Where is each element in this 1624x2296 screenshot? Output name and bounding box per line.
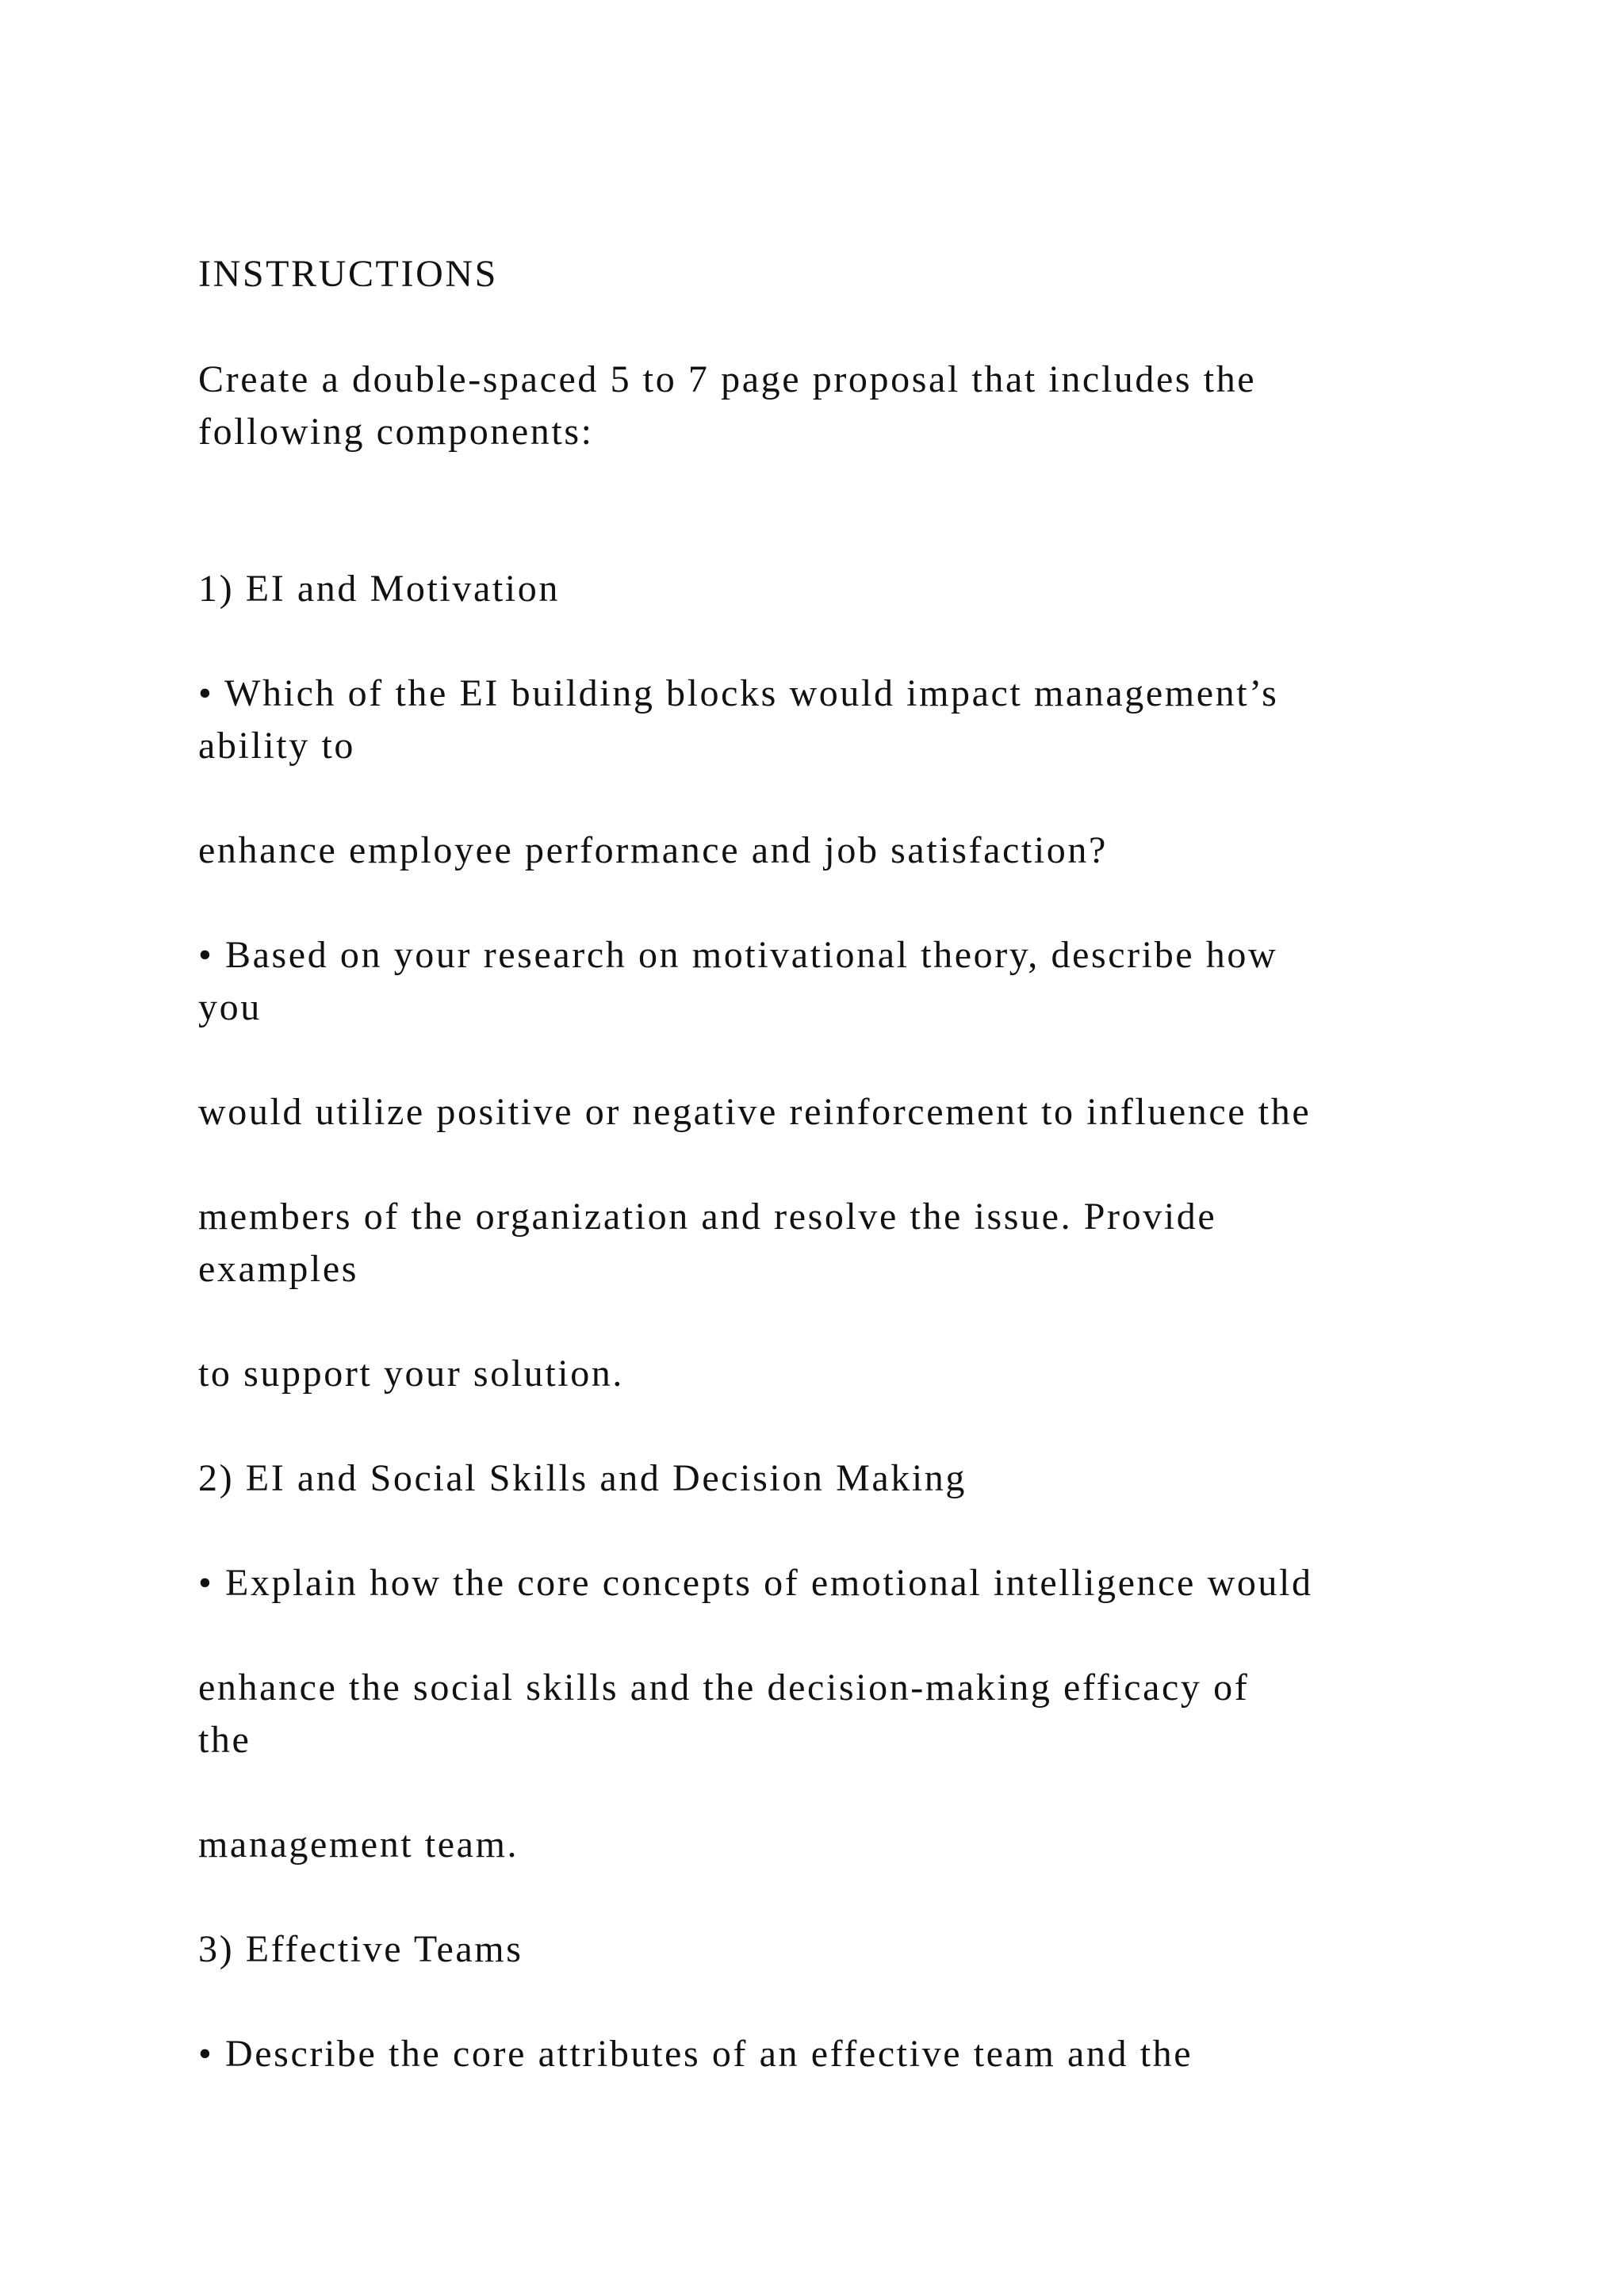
section-2-title: 2) EI and Social Skills and Decision Making: [198, 1457, 967, 1499]
section-1-line-7: members of the organization and resolve the issue. Provide: [198, 1196, 1217, 1238]
section-1-line-4: • Based on your research on motivational theory, describe how: [198, 934, 1278, 976]
section-2-line-4: management team.: [198, 1823, 519, 1866]
section-3-title: 3) Effective Teams: [198, 1928, 523, 1970]
section-1-line-6: would utilize positive or negative reinforcement to influence the: [198, 1091, 1312, 1133]
section-1-line-5: you: [198, 986, 262, 1028]
section-1-line-8: examples: [198, 1248, 359, 1290]
section-1-line-1: • Which of the EI building blocks would impact management’s: [198, 672, 1279, 714]
section-2-line-3: the: [198, 1719, 251, 1761]
section-1-line-3: enhance employee performance and job satisfaction?: [198, 829, 1108, 871]
section-3-line-1: • Describe the core attributes of an effective team and the: [198, 2033, 1193, 2075]
section-2-line-2: enhance the social skills and the decision-making efficacy of: [198, 1667, 1250, 1709]
intro-line-1: Create a double-spaced 5 to 7 page proposal that includes the: [198, 358, 1257, 400]
instructions-heading: INSTRUCTIONS: [198, 253, 498, 295]
intro-line-2: following components:: [198, 411, 594, 453]
section-1-line-9: to support your solution.: [198, 1353, 625, 1395]
section-1-title: 1) EI and Motivation: [198, 568, 560, 610]
section-2-line-1: • Explain how the core concepts of emotional intelligence would: [198, 1562, 1313, 1604]
section-1-line-2: ability to: [198, 725, 355, 767]
